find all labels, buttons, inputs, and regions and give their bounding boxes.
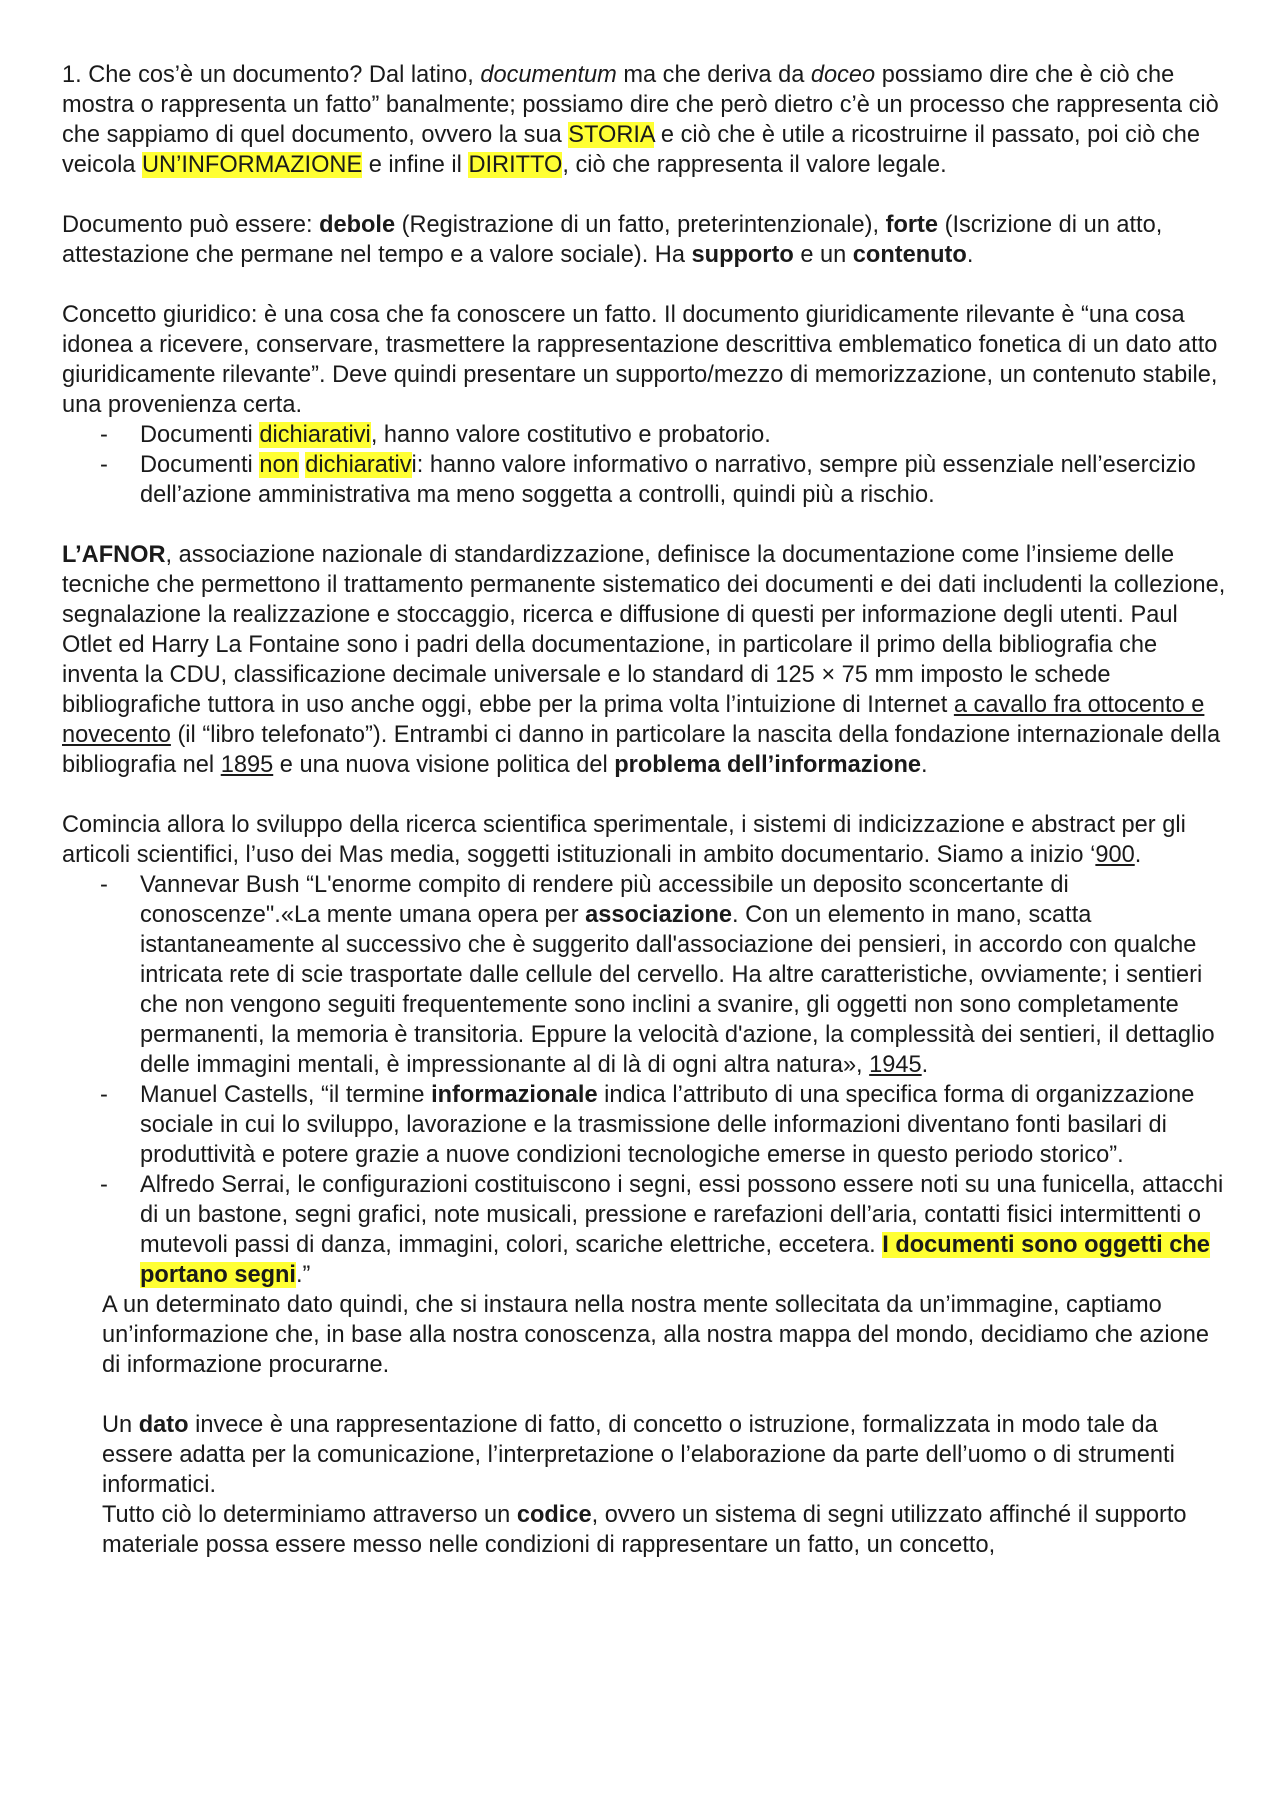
text: , ovvero un sistema di segni utilizzato affinché il supporto materiale possa essere messo nelle condizioni di rappresentare un fatto, un concetto, — [102, 1502, 1187, 1558]
text: .” — [296, 1262, 311, 1288]
text: invece è una rappresentazione di fatto, di concetto o istruzione, formalizzata in modo tale da essere adatta per la comunicazione, l’interpretazione o l’elaborazione da parte dell’uomo o di strumenti informatici. — [102, 1412, 1175, 1498]
underlined-year: 900 — [1095, 842, 1135, 868]
text: Alfredo Serrai, le configurazioni costituiscono i segni, essi possono essere noti su una funicella, attacchi di un bastone, segni grafici, note musicali, pressione e rarefazioni dell’aria, contatti fisici intermittenti o mutevoli passi di danza, immagini, colori, scariche elettriche, eccetera. — [140, 1172, 1224, 1258]
bold-term: associazione — [585, 902, 733, 928]
text: possiamo dire che è ciò che mostra o rappresenta un fatto” banalmente; possiamo dire che però dietro c’è un processo che rappresenta ciò che sappiamo di quel documento, ovvero la sua — [62, 62, 1219, 148]
text: 1. Che cos’è un documento? Dal latino, — [62, 62, 481, 88]
text: Documento può essere: — [62, 212, 320, 238]
paragraph-afnor — [62, 540, 1232, 780]
text: ma che deriva da — [616, 62, 811, 88]
highlight-storia: STORIA — [568, 122, 655, 148]
text: . — [966, 242, 974, 268]
text: (il “libro telefonato”). Entrambi ci danno in particolare la nascita della fondazione internazionale della bibliografia nel — [62, 722, 1221, 778]
bold-term: L’AFNOR — [62, 542, 166, 568]
highlight-diritto: DIRITTO — [468, 152, 563, 178]
paragraph-legal-concept: Concetto giuridico: è una cosa che fa conoscere un fatto. Il documento giuridicamente rilevante è “una cosa idonea a ricevere, conservare, trasmettere la rappresentazione descrittiva emblematico fonetica di un dato atto giuridicamente rilevante”. Deve quindi presentare un supporto/mezzo di memorizzazione, un contenuto stabile, una provenienza certa. — [62, 302, 1218, 418]
text: e ciò che è utile a ricostruirne il passato, poi ciò che veicola — [62, 122, 1200, 178]
text: Manuel Castells, “il termine — [140, 1082, 432, 1108]
text: . — [921, 1052, 929, 1078]
text: Vannevar Bush “L'enorme compito di rendere più accessibile un deposito sconcertante di conoscenze".«La mente umana opera per — [140, 872, 1069, 928]
paragraph-types — [62, 210, 1232, 270]
highlight-term: non — [259, 452, 299, 478]
list-item — [62, 450, 1232, 510]
bold-term: codice — [516, 1502, 592, 1528]
bold-term: debole — [319, 212, 396, 238]
bold-term: supporto — [691, 242, 794, 268]
paragraph-code — [62, 1500, 1232, 1560]
italic-term: documentum — [480, 62, 617, 88]
bold-term: informazionale — [431, 1082, 598, 1108]
underlined-year: 1945 — [869, 1052, 922, 1078]
italic-term: doceo — [810, 62, 876, 88]
highlight-term: dichiarativ — [305, 452, 412, 478]
text: i: hanno valore informativo o narrativo, sempre più essenziale nell’esercizio dell’azione amministrativa ma meno soggetta a controlli, quindi più a rischio. — [140, 452, 1196, 508]
document-page — [62, 60, 1232, 1560]
text: Un — [102, 1412, 139, 1438]
list-item — [62, 870, 1232, 1080]
text: Documenti — [140, 422, 260, 448]
underlined-year: 1895 — [220, 752, 274, 778]
text: , ciò che rappresenta il valore legale. — [562, 152, 947, 178]
text: . Con un elemento in mano, scatta istantaneamente al successivo che è suggerito dall'associazione dei pensieri, in accordo con qualche intricata rete di scie trasportate dalle cellule del cervello. Ha altre caratteristiche, ovviamente; i sentieri che non vengono seguiti frequentemente sono inclini a svanire, gli oggetti non sono completamente permanenti, la memoria è transitoria. Eppure la velocità d'azione, la complessità dei sentieri, il dettaglio delle immagini mentali, è impressionante al di là di ogni altra natura», — [140, 902, 1215, 1078]
text: (Iscrizione di un atto, attestazione che permane nel tempo e a valore sociale). Ha — [62, 212, 1163, 268]
legal-list — [62, 420, 1232, 510]
paragraph-definition — [62, 60, 1232, 180]
paragraph-research — [62, 810, 1232, 870]
list-item — [62, 1080, 1232, 1170]
text: (Registrazione di un fatto, preterintenzionale), — [395, 212, 886, 238]
bold-term: dato — [138, 1412, 189, 1438]
text: e una nuova visione politica del — [273, 752, 615, 778]
highlight-informazione: UN’INFORMAZIONE — [142, 152, 363, 178]
underlined-text: a cavallo fra ottocento e novecento — [62, 692, 1205, 748]
text: , associazione nazionale di standardizzazione, definisce la documentazione come l’insieme delle tecniche che permettono il trattamento permanente sistematico dei documenti e dei dati includenti la collezione, segnalazione la realizzazione e stoccaggio, ricerca e diffusione di questi per informazione degli utenti. Paul Otlet ed Harry La Fontaine sono i padri della documentazione, in particolare il primo della bibliografia che inventa la CDU, classificazione decimale universale e lo standard di 125 × 75 mm imposto le schede bibliografiche tuttora in uso anche oggi, ebbe per la prima volta l’intuizione di Internet — [62, 542, 1226, 718]
text: Tutto ciò lo determiniamo attraverso un — [102, 1502, 517, 1528]
paragraph-data — [62, 1410, 1232, 1500]
bold-term: contenuto — [852, 242, 967, 268]
text: , hanno valore costitutivo e probatorio. — [370, 422, 771, 448]
list-item — [62, 420, 1232, 450]
list-item — [62, 1170, 1232, 1290]
text: . — [1134, 842, 1142, 868]
highlight-term: dichiarativi — [259, 422, 371, 448]
text: Comincia allora lo sviluppo della ricerca scientifica sperimentale, i sistemi di indicizzazione e abstract per gli articoli scientifici, l’uso dei Mas media, soggetti istituzionali in ambito documentario. Siamo a inizio ‘ — [62, 812, 1186, 868]
bold-term: forte — [885, 212, 939, 238]
text: e infine il — [362, 152, 469, 178]
text: . — [921, 752, 928, 778]
authors-list — [62, 870, 1232, 1290]
highlight-bold-sentence: I documenti sono oggetti che portano segni — [140, 1232, 1210, 1288]
text: indica l’attributo di una specifica forma di organizzazione sociale in cui lo sviluppo, lavorazione e la trasmissione delle informazioni diventano fonti basilari di produttività e potere grazie a nuove condizioni tecnologiche emerse in questo periodo storico”. — [140, 1082, 1195, 1168]
bold-term: problema dell’informazione — [614, 752, 922, 778]
paragraph-information: A un determinato dato quindi, che si instaura nella nostra mente sollecitata da un’immagine, captiamo un’informazione che, in base alla nostra conoscenza, alla nostra mappa del mondo, decidiamo che azione di informazione procurarne. — [102, 1292, 1209, 1378]
text: Documenti — [140, 452, 260, 478]
text: e un — [793, 242, 853, 268]
